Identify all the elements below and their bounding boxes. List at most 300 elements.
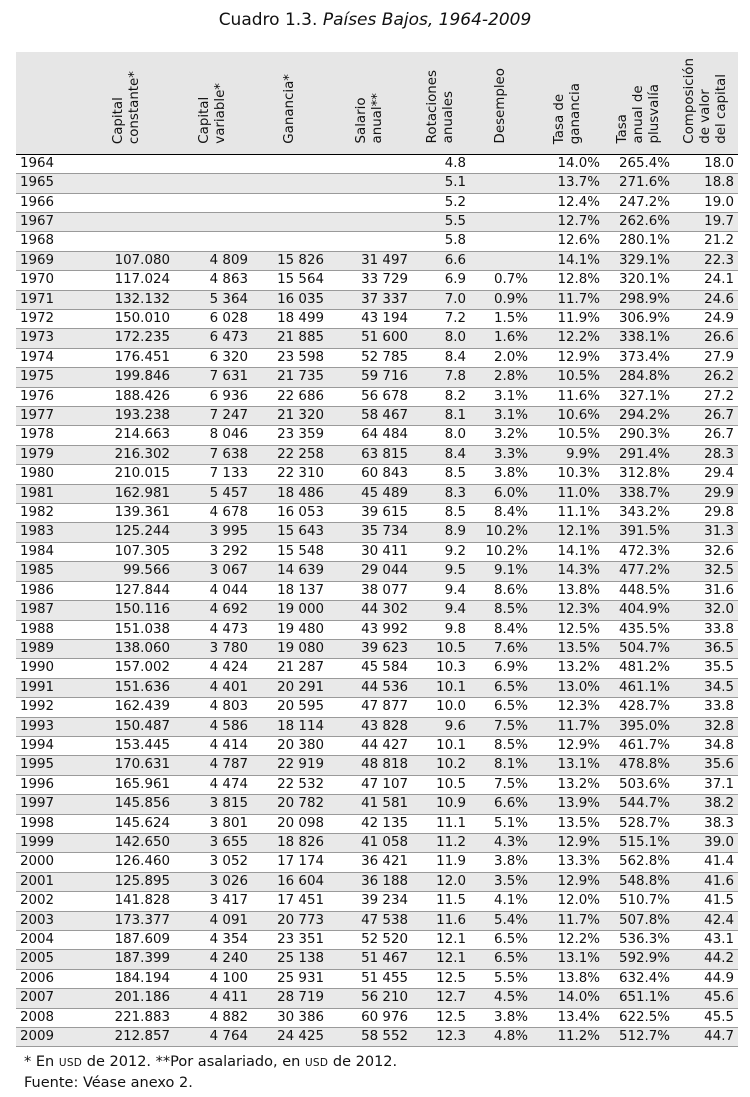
table-row bbox=[16, 271, 738, 290]
value-cell: 8.5 bbox=[412, 504, 470, 523]
year-cell: 1976 bbox=[16, 387, 80, 406]
value-cell: 6 473 bbox=[174, 329, 252, 348]
value-cell: 4 809 bbox=[174, 251, 252, 270]
value-cell: 138.060 bbox=[80, 639, 174, 658]
year-cell: 1972 bbox=[16, 310, 80, 329]
value-cell: 44 536 bbox=[328, 678, 412, 697]
table-row bbox=[16, 581, 738, 600]
value-cell: 24.9 bbox=[674, 310, 738, 329]
value-cell: 27.9 bbox=[674, 348, 738, 367]
table-notes bbox=[24, 1052, 397, 1093]
value-cell: 10.2% bbox=[470, 523, 532, 542]
value-cell: 0.9% bbox=[470, 290, 532, 309]
value-cell: 504.7% bbox=[604, 639, 674, 658]
value-cell: 42 135 bbox=[328, 814, 412, 833]
value-cell: 126.460 bbox=[80, 853, 174, 872]
value-cell: 141.828 bbox=[80, 892, 174, 911]
value-cell: 29.8 bbox=[674, 504, 738, 523]
year-cell: 1983 bbox=[16, 523, 80, 542]
value-cell: 21 287 bbox=[252, 659, 328, 678]
value-cell: 3.1% bbox=[470, 387, 532, 406]
value-cell: 47 538 bbox=[328, 911, 412, 930]
value-cell: 12.3% bbox=[532, 601, 604, 620]
value-cell: 199.846 bbox=[80, 368, 174, 387]
value-cell: 127.844 bbox=[80, 581, 174, 600]
value-cell: 24.6 bbox=[674, 290, 738, 309]
value-cell: 16 604 bbox=[252, 872, 328, 891]
table-row bbox=[16, 562, 738, 581]
value-cell: 6.9 bbox=[412, 271, 470, 290]
value-cell: 10.3% bbox=[532, 465, 604, 484]
table-row bbox=[16, 504, 738, 523]
value-cell: 4.8% bbox=[470, 1028, 532, 1047]
table-row bbox=[16, 717, 738, 736]
value-cell: 12.5 bbox=[412, 1008, 470, 1027]
value-cell: 56 678 bbox=[328, 387, 412, 406]
value-cell: 10.6% bbox=[532, 407, 604, 426]
year-cell: 1997 bbox=[16, 795, 80, 814]
value-cell bbox=[80, 212, 174, 231]
table-row bbox=[16, 445, 738, 464]
value-cell: 10.5 bbox=[412, 775, 470, 794]
value-cell: 41.6 bbox=[674, 872, 738, 891]
value-cell: 17 174 bbox=[252, 853, 328, 872]
value-cell: 63 815 bbox=[328, 445, 412, 464]
value-cell: 5.8 bbox=[412, 232, 470, 251]
value-cell bbox=[328, 154, 412, 173]
year-cell: 1964 bbox=[16, 154, 80, 173]
value-cell: 145.624 bbox=[80, 814, 174, 833]
year-cell: 1989 bbox=[16, 639, 80, 658]
value-cell bbox=[174, 193, 252, 212]
value-cell: 52 785 bbox=[328, 348, 412, 367]
value-cell: 10.5% bbox=[532, 368, 604, 387]
value-cell: 33 729 bbox=[328, 271, 412, 290]
table-row bbox=[16, 232, 738, 251]
value-cell: 4 401 bbox=[174, 678, 252, 697]
value-cell: 477.2% bbox=[604, 562, 674, 581]
value-cell: 4 411 bbox=[174, 989, 252, 1008]
value-cell: 18.0 bbox=[674, 154, 738, 173]
value-cell: 221.883 bbox=[80, 1008, 174, 1027]
value-cell: 32.8 bbox=[674, 717, 738, 736]
value-cell: 22 686 bbox=[252, 387, 328, 406]
value-cell: 39 623 bbox=[328, 639, 412, 658]
column-header bbox=[16, 52, 80, 154]
value-cell: 528.7% bbox=[604, 814, 674, 833]
value-cell: 29.9 bbox=[674, 484, 738, 503]
value-cell: 48 818 bbox=[328, 756, 412, 775]
value-cell: 13.8% bbox=[532, 581, 604, 600]
table-row bbox=[16, 154, 738, 173]
table-row bbox=[16, 193, 738, 212]
value-cell bbox=[174, 212, 252, 231]
value-cell: 3 067 bbox=[174, 562, 252, 581]
value-cell: 117.024 bbox=[80, 271, 174, 290]
value-cell: 64 484 bbox=[328, 426, 412, 445]
table-row bbox=[16, 251, 738, 270]
value-cell: 4 424 bbox=[174, 659, 252, 678]
value-cell: 9.6 bbox=[412, 717, 470, 736]
year-cell: 2001 bbox=[16, 872, 80, 891]
value-cell: 7.2 bbox=[412, 310, 470, 329]
value-cell: 216.302 bbox=[80, 445, 174, 464]
value-cell: 43 194 bbox=[328, 310, 412, 329]
value-cell: 22 532 bbox=[252, 775, 328, 794]
value-cell: 7 133 bbox=[174, 465, 252, 484]
value-cell: 193.238 bbox=[80, 407, 174, 426]
value-cell: 212.857 bbox=[80, 1028, 174, 1047]
value-cell: 5.1 bbox=[412, 174, 470, 193]
value-cell: 472.3% bbox=[604, 542, 674, 561]
table-row bbox=[16, 174, 738, 193]
value-cell: 343.2% bbox=[604, 504, 674, 523]
value-cell: 6.5% bbox=[470, 950, 532, 969]
value-cell: 107.305 bbox=[80, 542, 174, 561]
year-cell: 1977 bbox=[16, 407, 80, 426]
table-row bbox=[16, 659, 738, 678]
value-cell: 3.2% bbox=[470, 426, 532, 445]
value-cell: 6.5% bbox=[470, 931, 532, 950]
value-cell: 21.2 bbox=[674, 232, 738, 251]
value-cell: 30 411 bbox=[328, 542, 412, 561]
value-cell: 9.2 bbox=[412, 542, 470, 561]
value-cell bbox=[80, 193, 174, 212]
value-cell: 12.1 bbox=[412, 931, 470, 950]
value-cell: 7.8 bbox=[412, 368, 470, 387]
value-cell: 19 080 bbox=[252, 639, 328, 658]
value-cell: 544.7% bbox=[604, 795, 674, 814]
year-cell: 1980 bbox=[16, 465, 80, 484]
value-cell: 3.5% bbox=[470, 872, 532, 891]
year-cell: 1998 bbox=[16, 814, 80, 833]
value-cell: 16 035 bbox=[252, 290, 328, 309]
value-cell: 12.6% bbox=[532, 232, 604, 251]
value-cell: 20 773 bbox=[252, 911, 328, 930]
value-cell: 11.7% bbox=[532, 290, 604, 309]
year-cell: 1994 bbox=[16, 736, 80, 755]
value-cell: 507.8% bbox=[604, 911, 674, 930]
value-cell bbox=[328, 174, 412, 193]
table-row bbox=[16, 639, 738, 658]
table-row bbox=[16, 969, 738, 988]
value-cell: 3 292 bbox=[174, 542, 252, 561]
value-cell: 157.002 bbox=[80, 659, 174, 678]
value-cell: 6.9% bbox=[470, 659, 532, 678]
value-cell: 536.3% bbox=[604, 931, 674, 950]
year-cell: 2009 bbox=[16, 1028, 80, 1047]
value-cell: 312.8% bbox=[604, 465, 674, 484]
value-cell: 12.3% bbox=[532, 698, 604, 717]
year-cell: 2005 bbox=[16, 950, 80, 969]
value-cell: 8.4% bbox=[470, 620, 532, 639]
value-cell: 4 091 bbox=[174, 911, 252, 930]
value-cell: 3.1% bbox=[470, 407, 532, 426]
value-cell: 25 138 bbox=[252, 950, 328, 969]
value-cell: 44.7 bbox=[674, 1028, 738, 1047]
value-cell: 24 425 bbox=[252, 1028, 328, 1047]
value-cell: 4 586 bbox=[174, 717, 252, 736]
value-cell: 5.1% bbox=[470, 814, 532, 833]
column-header-label: Capital variable* bbox=[197, 83, 228, 144]
year-cell: 1974 bbox=[16, 348, 80, 367]
value-cell: 151.038 bbox=[80, 620, 174, 639]
value-cell: 24.1 bbox=[674, 271, 738, 290]
value-cell: 29 044 bbox=[328, 562, 412, 581]
year-cell: 1975 bbox=[16, 368, 80, 387]
value-cell: 291.4% bbox=[604, 445, 674, 464]
value-cell: 31.6 bbox=[674, 581, 738, 600]
column-header bbox=[412, 52, 470, 154]
value-cell: 1.6% bbox=[470, 329, 532, 348]
year-cell: 1971 bbox=[16, 290, 80, 309]
value-cell: 12.9% bbox=[532, 736, 604, 755]
value-cell: 12.9% bbox=[532, 833, 604, 852]
year-cell: 1967 bbox=[16, 212, 80, 231]
value-cell: 139.361 bbox=[80, 504, 174, 523]
value-cell: 37.1 bbox=[674, 775, 738, 794]
value-cell: 2.0% bbox=[470, 348, 532, 367]
value-cell: 107.080 bbox=[80, 251, 174, 270]
value-cell: 271.6% bbox=[604, 174, 674, 193]
value-cell: 3.8% bbox=[470, 465, 532, 484]
value-cell: 4 863 bbox=[174, 271, 252, 290]
table-row bbox=[16, 1028, 738, 1047]
value-cell: 20 098 bbox=[252, 814, 328, 833]
value-cell: 150.487 bbox=[80, 717, 174, 736]
value-cell: 11.5 bbox=[412, 892, 470, 911]
value-cell: 622.5% bbox=[604, 1008, 674, 1027]
value-cell: 338.7% bbox=[604, 484, 674, 503]
value-cell: 5.4% bbox=[470, 911, 532, 930]
value-cell: 6 936 bbox=[174, 387, 252, 406]
column-header bbox=[604, 52, 674, 154]
value-cell: 4 803 bbox=[174, 698, 252, 717]
value-cell: 9.1% bbox=[470, 562, 532, 581]
value-cell: 428.7% bbox=[604, 698, 674, 717]
value-cell: 145.856 bbox=[80, 795, 174, 814]
value-cell: 27.2 bbox=[674, 387, 738, 406]
year-cell: 2004 bbox=[16, 931, 80, 950]
table-row bbox=[16, 348, 738, 367]
value-cell: 41.5 bbox=[674, 892, 738, 911]
value-cell bbox=[80, 174, 174, 193]
table-row bbox=[16, 853, 738, 872]
year-cell: 1982 bbox=[16, 504, 80, 523]
table-row bbox=[16, 368, 738, 387]
value-cell: 35.6 bbox=[674, 756, 738, 775]
value-cell: 173.377 bbox=[80, 911, 174, 930]
value-cell: 13.0% bbox=[532, 678, 604, 697]
table-row bbox=[16, 426, 738, 445]
table-row bbox=[16, 678, 738, 697]
value-cell: 338.1% bbox=[604, 329, 674, 348]
value-cell: 592.9% bbox=[604, 950, 674, 969]
value-cell: 132.132 bbox=[80, 290, 174, 309]
value-cell: 4.8 bbox=[412, 154, 470, 173]
value-cell: 12.5 bbox=[412, 969, 470, 988]
value-cell: 21 320 bbox=[252, 407, 328, 426]
value-cell bbox=[470, 251, 532, 270]
value-cell: 294.2% bbox=[604, 407, 674, 426]
value-cell: 373.4% bbox=[604, 348, 674, 367]
value-cell: 8.0 bbox=[412, 329, 470, 348]
value-cell: 13.1% bbox=[532, 756, 604, 775]
column-header-label: Ganancia* bbox=[282, 74, 297, 144]
table-row bbox=[16, 212, 738, 231]
value-cell: 31.3 bbox=[674, 523, 738, 542]
column-header-label: Tasa de ganancia bbox=[552, 82, 583, 144]
value-cell bbox=[252, 212, 328, 231]
value-cell: 12.9% bbox=[532, 872, 604, 891]
value-cell: 10.5 bbox=[412, 639, 470, 658]
value-cell: 5.5% bbox=[470, 969, 532, 988]
value-cell: 4.1% bbox=[470, 892, 532, 911]
value-cell: 15 548 bbox=[252, 542, 328, 561]
year-cell: 2008 bbox=[16, 1008, 80, 1027]
value-cell: 15 564 bbox=[252, 271, 328, 290]
value-cell: 7 638 bbox=[174, 445, 252, 464]
value-cell: 18 826 bbox=[252, 833, 328, 852]
header-row bbox=[16, 52, 738, 154]
year-cell: 1965 bbox=[16, 174, 80, 193]
table-row bbox=[16, 407, 738, 426]
value-cell: 33.8 bbox=[674, 620, 738, 639]
value-cell bbox=[328, 232, 412, 251]
value-cell: 22.3 bbox=[674, 251, 738, 270]
year-cell: 1970 bbox=[16, 271, 80, 290]
value-cell: 4 240 bbox=[174, 950, 252, 969]
value-cell: 44 302 bbox=[328, 601, 412, 620]
value-cell: 22 258 bbox=[252, 445, 328, 464]
value-cell: 187.399 bbox=[80, 950, 174, 969]
value-cell: 4 787 bbox=[174, 756, 252, 775]
value-cell: 150.010 bbox=[80, 310, 174, 329]
table-title-italic: Países Bajos, 1964-2009 bbox=[322, 10, 532, 30]
table-row bbox=[16, 756, 738, 775]
year-cell: 1987 bbox=[16, 601, 80, 620]
source-note: Fuente: Véase anexo 2. bbox=[24, 1075, 193, 1091]
value-cell: 32.6 bbox=[674, 542, 738, 561]
value-cell: 172.235 bbox=[80, 329, 174, 348]
value-cell: 13.2% bbox=[532, 659, 604, 678]
value-cell: 39.0 bbox=[674, 833, 738, 852]
value-cell: 14.0% bbox=[532, 989, 604, 1008]
value-cell bbox=[174, 174, 252, 193]
value-cell: 125.895 bbox=[80, 872, 174, 891]
value-cell: 33.8 bbox=[674, 698, 738, 717]
table-row bbox=[16, 892, 738, 911]
value-cell: 4.3% bbox=[470, 833, 532, 852]
value-cell: 12.1% bbox=[532, 523, 604, 542]
value-cell: 8.5% bbox=[470, 601, 532, 620]
column-header bbox=[532, 52, 604, 154]
value-cell: 9.9% bbox=[532, 445, 604, 464]
value-cell: 395.0% bbox=[604, 717, 674, 736]
year-cell: 2000 bbox=[16, 853, 80, 872]
value-cell: 461.1% bbox=[604, 678, 674, 697]
value-cell: 210.015 bbox=[80, 465, 174, 484]
value-cell: 0.7% bbox=[470, 271, 532, 290]
value-cell: 38.3 bbox=[674, 814, 738, 833]
value-cell: 12.9% bbox=[532, 348, 604, 367]
value-cell bbox=[252, 193, 328, 212]
value-cell: 151.636 bbox=[80, 678, 174, 697]
year-cell: 1979 bbox=[16, 445, 80, 464]
table-row bbox=[16, 795, 738, 814]
value-cell: 13.7% bbox=[532, 174, 604, 193]
value-cell: 52 520 bbox=[328, 931, 412, 950]
value-cell: 19 480 bbox=[252, 620, 328, 639]
value-cell: 45.5 bbox=[674, 1008, 738, 1027]
value-cell: 6.0% bbox=[470, 484, 532, 503]
value-cell: 150.116 bbox=[80, 601, 174, 620]
value-cell: 7.5% bbox=[470, 775, 532, 794]
year-cell: 1996 bbox=[16, 775, 80, 794]
value-cell: 4 414 bbox=[174, 736, 252, 755]
value-cell: 22 919 bbox=[252, 756, 328, 775]
usd-label: USD bbox=[58, 1057, 83, 1069]
value-cell: 20 595 bbox=[252, 698, 328, 717]
value-cell: 512.7% bbox=[604, 1028, 674, 1047]
value-cell: 214.663 bbox=[80, 426, 174, 445]
value-cell: 10.5% bbox=[532, 426, 604, 445]
value-cell: 44 427 bbox=[328, 736, 412, 755]
value-cell: 13.3% bbox=[532, 853, 604, 872]
value-cell: 51 467 bbox=[328, 950, 412, 969]
value-cell: 10.9 bbox=[412, 795, 470, 814]
value-cell: 8.9 bbox=[412, 523, 470, 542]
value-cell: 510.7% bbox=[604, 892, 674, 911]
value-cell: 6.6% bbox=[470, 795, 532, 814]
table-row bbox=[16, 310, 738, 329]
value-cell: 404.9% bbox=[604, 601, 674, 620]
value-cell: 8.1% bbox=[470, 756, 532, 775]
value-cell: 8 046 bbox=[174, 426, 252, 445]
value-cell: 18.8 bbox=[674, 174, 738, 193]
value-cell: 28.3 bbox=[674, 445, 738, 464]
value-cell: 8.5% bbox=[470, 736, 532, 755]
value-cell: 13.9% bbox=[532, 795, 604, 814]
value-cell bbox=[80, 232, 174, 251]
value-cell: 11.2% bbox=[532, 1028, 604, 1047]
year-cell: 1991 bbox=[16, 678, 80, 697]
value-cell: 503.6% bbox=[604, 775, 674, 794]
column-header-label: Salario anual** bbox=[354, 93, 385, 144]
value-cell: 16 053 bbox=[252, 504, 328, 523]
value-cell: 39 234 bbox=[328, 892, 412, 911]
value-cell: 11.9 bbox=[412, 853, 470, 872]
value-cell: 290.3% bbox=[604, 426, 674, 445]
value-cell: 42.4 bbox=[674, 911, 738, 930]
value-cell: 13.4% bbox=[532, 1008, 604, 1027]
value-cell: 9.4 bbox=[412, 581, 470, 600]
value-cell bbox=[470, 232, 532, 251]
value-cell: 11.1% bbox=[532, 504, 604, 523]
year-cell: 1995 bbox=[16, 756, 80, 775]
value-cell bbox=[174, 232, 252, 251]
year-cell: 1973 bbox=[16, 329, 80, 348]
value-cell: 448.5% bbox=[604, 581, 674, 600]
value-cell: 26.7 bbox=[674, 407, 738, 426]
value-cell: 3 815 bbox=[174, 795, 252, 814]
value-cell: 14.1% bbox=[532, 251, 604, 270]
value-cell: 17 451 bbox=[252, 892, 328, 911]
value-cell: 7.0 bbox=[412, 290, 470, 309]
value-cell: 187.609 bbox=[80, 931, 174, 950]
value-cell: 13.5% bbox=[532, 814, 604, 833]
year-cell: 1999 bbox=[16, 833, 80, 852]
